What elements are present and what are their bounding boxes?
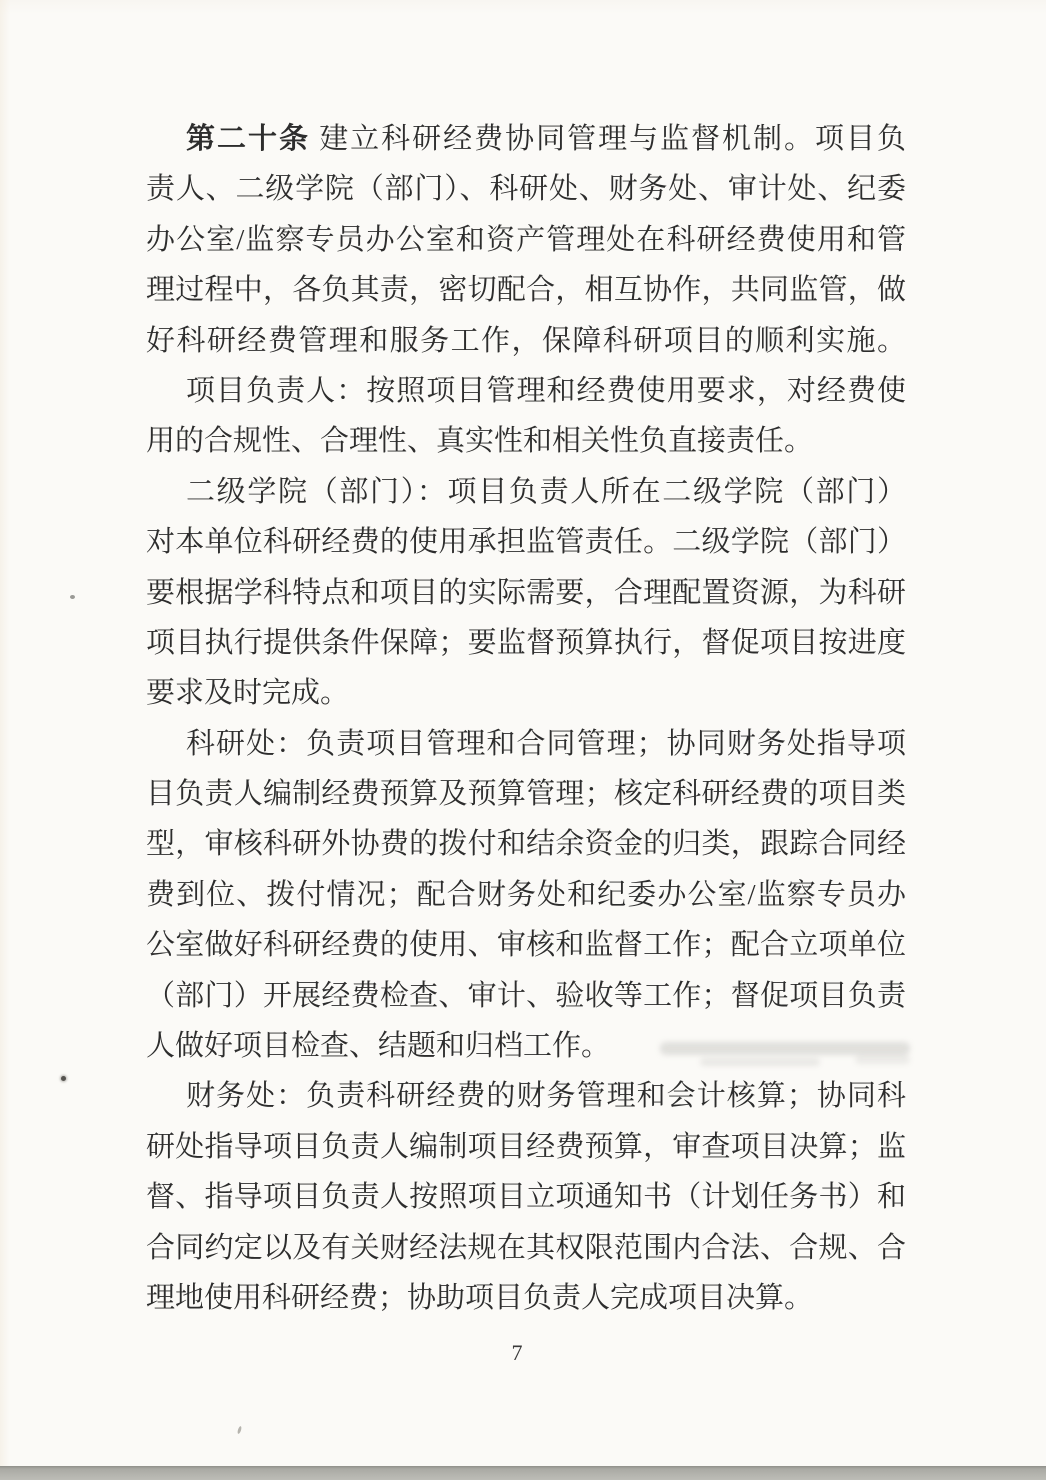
ink-bleed-smudge <box>700 1058 820 1066</box>
article-number: 第二十条 <box>186 123 310 155</box>
text-line: 目负责人编制经费预算及预算管理；核定科研经费的项目类 <box>146 778 906 811</box>
text-line: 人做好项目检查、结题和归档工作。 <box>146 1030 611 1063</box>
text-line: 理过程中，各负其责，密切配合，相互协作，共同监管，做 <box>146 274 906 307</box>
text-line: 好科研经费管理和服务工作，保障科研项目的顺利实施。 <box>146 324 906 357</box>
text-line: 办公室/监察专员办公室和资产管理处在科研经费使用和管 <box>146 223 906 256</box>
text-line: 研处指导项目负责人编制项目经费预算，审查项目决算；监 <box>146 1130 906 1163</box>
text-line: 要根据学科特点和项目的实际需要，合理配置资源，为科研 <box>146 576 906 609</box>
text-line: 合同约定以及有关财经法规在其权限范围内合法、合规、合 <box>146 1231 906 1264</box>
text-line: 责人、二级学院（部门）、科研处、财务处、审计处、纪委 <box>146 173 906 206</box>
text-line: 理地使用科研经费；协助项目负责人完成项目决算。 <box>146 1281 814 1314</box>
text-line: 对本单位科研经费的使用承担监管责任。二级学院（部门） <box>146 526 906 559</box>
text-line: 公室做好科研经费的使用、审核和监督工作；配合立项单位 <box>146 929 906 962</box>
text-line: 型，审核科研外协费的拨付和结余资金的归类，跟踪合同经 <box>146 828 906 861</box>
ink-bleed-smudge <box>855 1055 910 1064</box>
scan-speck <box>70 595 75 599</box>
text-line: 督、指导项目负责人按照项目立项通知书（计划任务书）和 <box>146 1181 906 1214</box>
text-line: 科研处：负责项目管理和合同管理；协同财务处指导项 <box>186 727 906 760</box>
ink-bleed-smudge <box>660 1042 910 1055</box>
text-line: 要求及时完成。 <box>146 677 350 710</box>
text-line: （部门）开展经费检查、审计、验收等工作；督促项目负责 <box>146 979 906 1012</box>
page-number: 7 <box>511 1340 523 1365</box>
text-line: 用的合规性、合理性、真实性和相关性负直接责任。 <box>146 425 814 458</box>
text-line: 项目执行提供条件保障；要监督预算执行，督促项目按进度 <box>146 626 906 659</box>
scan-speck <box>61 1076 66 1081</box>
text-line: 第二十条 建立科研经费协同管理与监督机制。项目负 <box>186 123 906 155</box>
text-line: 财务处：负责科研经费的财务管理和会计核算；协同科 <box>186 1080 906 1113</box>
scan-edge-shadow <box>0 1466 1046 1480</box>
document-body <box>146 114 906 1323</box>
text-line: 费到位、拨付情况；配合财务处和纪委办公室/监察专员办 <box>146 878 906 911</box>
scan-speck <box>237 1426 242 1435</box>
text-line: 二级学院（部门）：项目负责人所在二级学院（部门） <box>186 475 906 508</box>
text-line: 项目负责人：按照项目管理和经费使用要求，对经费使 <box>186 374 906 407</box>
